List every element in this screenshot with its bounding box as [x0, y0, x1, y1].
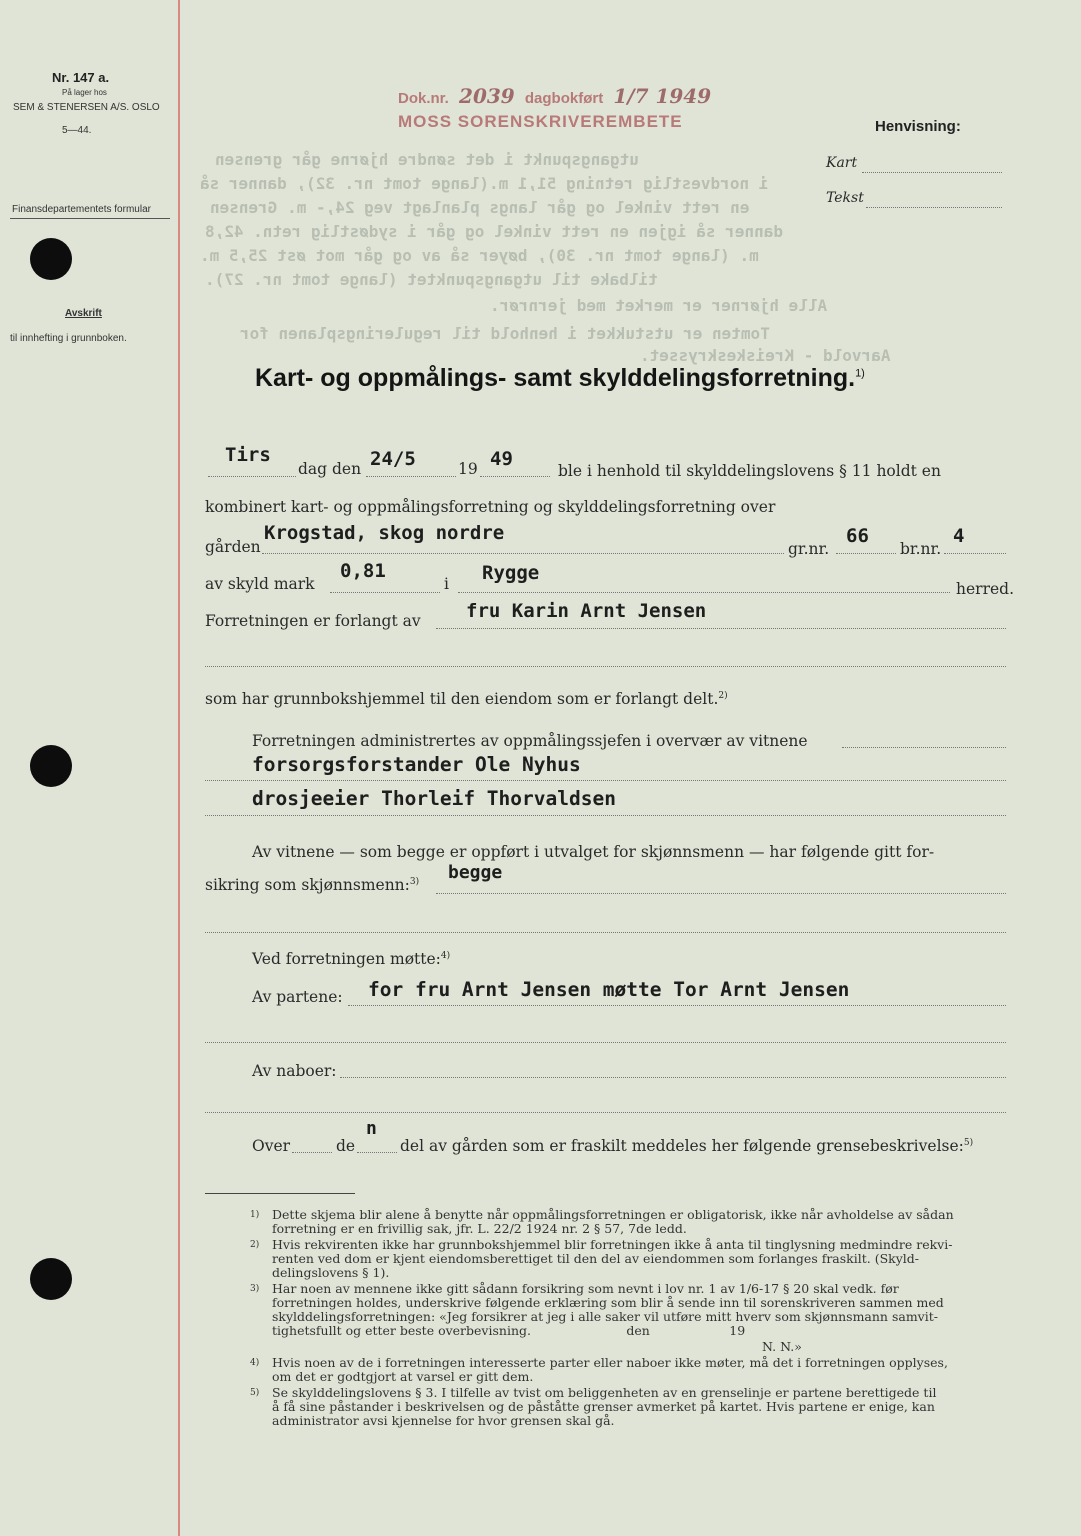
grnr-value: 66	[846, 525, 869, 547]
witness-1: forsorgsforstander Ole Nyhus	[252, 753, 581, 776]
line1-rest: ble i henhold til skylddelingslovens § 11 holdt en	[558, 462, 941, 480]
footnote-mark: 1)	[250, 1210, 260, 1220]
naboer-label: Av naboer:	[252, 1062, 337, 1080]
brnr-line	[944, 553, 1006, 554]
grunnbok-note: 2)	[718, 690, 728, 701]
naboer-line	[340, 1077, 1006, 1078]
bleedthrough-line: Alle hjørner er merket med jernrør.	[490, 296, 828, 315]
footnote-rule	[205, 1193, 355, 1194]
herred-label: herred.	[956, 580, 1014, 598]
witness-1-line	[205, 780, 1006, 781]
motte-text	[252, 950, 450, 968]
bleedthrough-line: i nordvestlig retning 51,1 m.(lange tomt nr. 32), danner så	[200, 174, 769, 193]
footnote-line: Dette skjema blir alene å benytte når oppmålingsforretningen er obligatorisk, ikke når avholdelse av sådan	[272, 1207, 954, 1222]
bleedthrough-line: Aarvold - Kreiskeskrysset.	[640, 346, 891, 365]
witness-2: drosjeeier Thorleif Thorvaldsen	[252, 787, 616, 810]
publisher-line1: På lager hos	[62, 88, 107, 97]
avskrift-note: til innhefting i grunnboken.	[10, 333, 127, 344]
witness-2-line	[205, 815, 1006, 816]
footnote-signature: N. N.»	[762, 1339, 802, 1354]
henvisning-label: Henvisning:	[875, 118, 961, 135]
garden-line	[262, 553, 784, 554]
title-note: 1)	[855, 367, 865, 380]
blank-line	[205, 932, 1006, 933]
grnr-label: gr.nr.	[788, 540, 830, 558]
footnote-line: om det er godtgjort at varsel er gitt dem.	[272, 1369, 534, 1384]
over-note: 5)	[963, 1137, 974, 1148]
requester-value: fru Karin Arnt Jensen	[466, 600, 707, 622]
formular-label: Finansdepartementets formular	[12, 204, 151, 215]
skyld-line	[330, 592, 440, 593]
vitnene-note: 3)	[409, 876, 420, 887]
footnote-item	[250, 1238, 1010, 1280]
stamp-office: MOSS SORENSKRIVEREMBETE	[398, 112, 683, 131]
grunnbok-sentence: som har grunnbokshjemmel til den eiendom som er forlangt delt.	[205, 690, 719, 708]
footnote-item	[250, 1356, 1010, 1384]
tekst-line	[866, 207, 1002, 208]
brnr-value: 4	[953, 525, 965, 547]
motte-note: 4)	[440, 950, 451, 961]
publisher-line2: SEM & STENERSEN A/S. OSLO	[13, 102, 160, 113]
partene-line-2	[205, 1042, 1006, 1043]
grunnbok-text	[205, 690, 728, 708]
date-line	[366, 476, 456, 477]
bleedthrough-line: en rett vinkel og går langs planlagt veg 24,- m. Grensen	[210, 198, 750, 217]
stamp-dok-no: 2039	[459, 84, 515, 108]
footnote-line: delingslovens § 1).	[272, 1265, 390, 1280]
year-value: 49	[490, 448, 513, 470]
footnote-line: Hvis rekvirenten ikke har grunnbokshjemmel blir forretningen ikke å anta til tinglysning medmindre rekvi-	[272, 1237, 953, 1252]
begge-value: begge	[448, 862, 503, 883]
stamp-dok-label: Dok.nr.	[398, 90, 449, 107]
grnr-line	[836, 553, 896, 554]
footnote-line: administrator avsi kjennelse for hvor grensen skal gå.	[272, 1413, 615, 1428]
over-rest	[400, 1137, 973, 1155]
year-prefix: 19	[458, 460, 478, 478]
footnote-mark: 4)	[250, 1358, 260, 1368]
footnote-line: renten ved dom er kjent eiendomsberettiget til den del av eiendommen som forlanges fraskilt. (Skyld-	[272, 1251, 920, 1266]
admin-line	[842, 747, 1006, 748]
kart-line	[862, 172, 1002, 173]
punch-hole	[30, 238, 72, 280]
footnotes	[250, 1208, 1010, 1430]
footnote-line: Har noen av mennene ikke gitt sådann forsikring som nevnt i lov nr. 1 av 1/6-17 § 20 skal vedk. før	[272, 1281, 899, 1296]
footnote-mark: 3)	[250, 1284, 260, 1294]
dag-den-label: dag den	[298, 460, 362, 478]
footnote-mark: 5)	[250, 1388, 260, 1398]
skyld-label: av skyld mark	[205, 575, 315, 593]
margin-rule	[178, 0, 180, 1536]
forlangt-line	[436, 628, 1006, 629]
footnote-line: å få sine påstander i beskrivelsen og de påståtte grenser avmerket på kartet. Hvis partene er enige, kan	[272, 1399, 935, 1414]
bleedthrough-line: Tomten er utstukket i henhold til reguleringsplanen for	[240, 324, 770, 343]
document-title-text: Kart- og oppmålings- samt skylddelingsforretning.	[255, 364, 856, 392]
kart-label: Kart	[826, 155, 858, 171]
footnote-mark: 2)	[250, 1240, 260, 1250]
footnote-item	[250, 1340, 1010, 1354]
admin-text: Forretningen administrertes av oppmålingssjefen i overvær av vitnene	[252, 732, 808, 750]
brnr-label: br.nr.	[900, 540, 942, 558]
weekday-value: Tirs	[225, 444, 271, 466]
garden-label: gården	[205, 538, 261, 556]
formular-underline	[10, 218, 170, 219]
stamp-dagbokfort-date: 1/7 1949	[613, 84, 712, 108]
year-line	[480, 476, 550, 477]
footnote-line: forretningen holdes, underskrive følgende erklæring som blir å sende inn til sorenskriveren sammen med	[272, 1295, 944, 1310]
bleedthrough-line: m. (lange tomt nr. 30), bøyer så av og går mot øst 25,5 m.	[200, 246, 759, 265]
forlangt-line-2	[205, 666, 1006, 667]
partene-line	[348, 1005, 1006, 1006]
footnote-line: Se skylddelingslovens § 3. I tilfelle av tvist om beliggenheten av en grenselinje er partene berettigede til	[272, 1385, 937, 1400]
footnote-item	[250, 1282, 1010, 1338]
footnote-line: Hvis noen av de i forretningen interesserte parter eller naboer ikke møter, må det i forretningen opplyses,	[272, 1355, 948, 1370]
over-line	[292, 1152, 332, 1153]
de-label: de	[336, 1137, 356, 1155]
vitnene-sentence: sikring som skjønnsmenn:	[205, 876, 410, 894]
de-line	[357, 1152, 397, 1153]
naboer-line-2	[205, 1112, 1006, 1113]
weekday-line	[208, 476, 296, 477]
skyld-value: 0,81	[340, 560, 386, 582]
vitnene-line	[436, 893, 1006, 894]
vitnene-line1: Av vitnene — som begge er oppført i utvalget for skjønnsmenn — har følgende gitt for-	[252, 843, 935, 861]
herred-line	[458, 592, 950, 593]
i-label: i	[444, 575, 449, 593]
footnote-line: forretning er en frivillig sak, jfr. L. 22/2 1924 nr. 2 § 57, 7de ledd.	[272, 1221, 687, 1236]
punch-hole	[30, 745, 72, 787]
line2-text: kombinert kart- og oppmålingsforretning og skylddelingsforretning over	[205, 498, 776, 516]
date-value: 24/5	[370, 448, 416, 470]
bleedthrough-line: utgangspunkt i det søndre hjørne går grensen	[215, 150, 639, 169]
partene-value: for fru Arnt Jensen møtte Tor Arnt Jensen	[368, 978, 850, 1001]
avskrift-label: Avskrift	[65, 308, 102, 319]
footnote-line: skylddelingsforretningen: «Jeg forsikrer at jeg i alle saker vil utføre mitt hverv som skjønnsmann samvit-	[272, 1309, 938, 1324]
footnote-item	[250, 1386, 1010, 1428]
footnote-line: tighetsfullt og etter beste overbevisning. den 19	[272, 1323, 746, 1338]
garden-value: Krogstad, skog nordre	[264, 522, 505, 544]
document-title	[255, 364, 865, 393]
over-label: Over	[252, 1137, 291, 1155]
registration-stamp	[398, 84, 711, 108]
herred-value: Rygge	[482, 562, 540, 584]
vitnene-line2	[205, 876, 419, 894]
forlangt-label: Forretningen er forlangt av	[205, 612, 421, 630]
partene-label: Av partene:	[252, 988, 343, 1006]
n-value: n	[366, 1118, 377, 1139]
punch-hole	[30, 1258, 72, 1300]
footnote-item	[250, 1208, 1010, 1236]
form-number: Nr. 147 a.	[52, 70, 110, 85]
motte-label: Ved forretningen møtte:	[252, 950, 441, 968]
form-date: 5—44.	[62, 125, 92, 136]
tekst-label: Tekst	[826, 190, 864, 206]
stamp-dagbokfort-label: dagbokført	[524, 90, 604, 107]
over-sentence: del av gården som er fraskilt meddeles her følgende grensebeskrivelse:	[400, 1137, 964, 1155]
bleedthrough-line: danner så igjen en rett vinkel og går i sydøstlig retn. 42,8	[205, 222, 783, 241]
bleedthrough-line: tilbake til utgangspunktet (lange tomt nr. 27).	[205, 270, 658, 289]
